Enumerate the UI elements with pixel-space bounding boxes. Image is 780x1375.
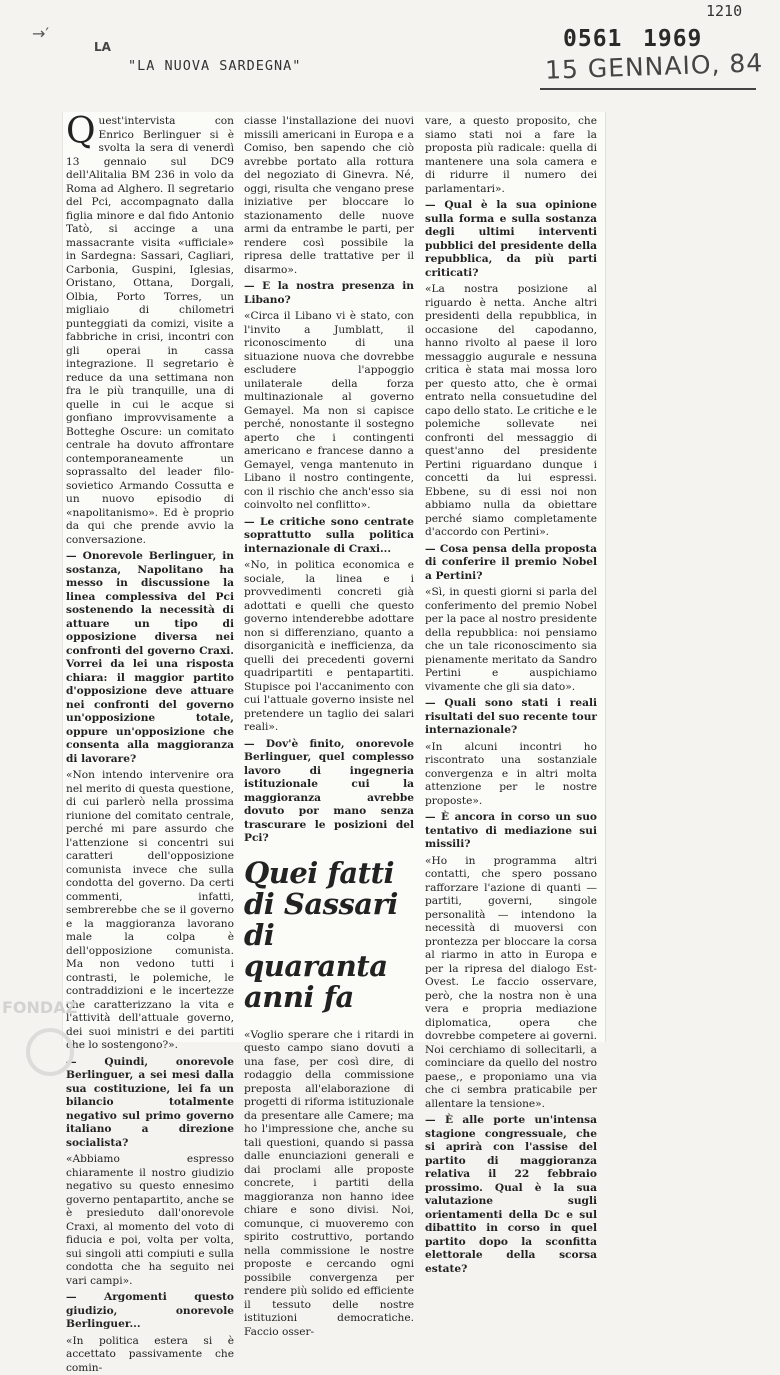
interview-answer	[66, 1335, 234, 1375]
paragraph-text: ciasse l'installazione dei nuovi missili americani in Europa e a Comiso, ben sapendo che ciò avrebbe portato alla rottura del negoziato di Ginevra. Né, oggi, risulta che vengano prese iniziative per bloccare lo stazionamento delle nuove armi da entrambe le parti, per rendere così possibile la ripresa delle trattative per il disarmo».	[244, 115, 414, 276]
article-lead	[66, 115, 234, 547]
paragraph-text: uest'intervista con Enrico Berlinguer si è svolta la sera di venerdì 13 gennaio sul DC9 dell'Alitalia BM 236 in volo da Roma ad Alghero. Il segretario del Pci, accompagnato dalla figlia minore e dal fido Antonio Tatò, si accinge a una massacrante visita «ufficiale» in Sardegna: Sassari, Cagliari, Carbonia, Guspini, Iglesias, Oristano, Ottana, Dorgali, Olbia, Porto Torres, un migliaio di chilometri punteggiati da comizi, visite a fabbriche in crisi, incontri con gli operai in cassa integrazione. Il segretario è reduce da una settimana non fra le più tranquille, una di quelle in cui le acque si gonfiano improvvisamente a Botteghe Oscure: un comitato centrale ha dovuto affrontare contemporaneamente un soprassalto del leader filo-sovietico Armando Cossutta e un nuovo episodio di «napolitanismo». Ed è proprio da qui che prende avvio la conversazione.	[66, 115, 234, 546]
date-underline	[540, 88, 756, 90]
article-headline	[244, 858, 414, 1013]
interview-question	[244, 516, 414, 557]
paragraph-text: — Dov'è finito, onorevole Berlinguer, quel complesso lavoro di ingegneria istituzionale cui la maggioranza avrebbe dovuto por mano senza trascurare le posizioni del Pci?	[244, 738, 414, 845]
interview-answer	[66, 769, 234, 1053]
pen-mark: →′	[32, 24, 49, 43]
paragraph-text: — Cosa pensa della proposta di conferire il premio Nobel a Pertini?	[425, 543, 597, 582]
interview-answer	[244, 559, 414, 735]
article-column-1	[66, 115, 234, 1035]
paragraph-text: «Abbiamo espresso chiaramente il nostro giudizio negativo su questo ennesimo governo pentapartito, anche se è presieduto dall'onorevole Craxi, al momento del voto di fiducia e poi, volta per volta, sui singoli atti compiuti e sulla condotta che ha seguito nei vari campi».	[66, 1153, 234, 1287]
paragraph-text: «In politica estera si è accettato passivamente che comin-	[66, 1335, 234, 1374]
interview-question	[66, 1291, 234, 1332]
interview-answer	[244, 1029, 414, 1340]
page-number: 1210	[706, 2, 742, 20]
interview-answer	[244, 115, 414, 277]
paragraph-text: — Le critiche sono centrate soprattutto sulla politica internazionale di Craxi...	[244, 516, 414, 555]
source-prefix: LA	[94, 40, 111, 54]
interview-answer	[425, 115, 597, 196]
watermark-text: FONDAZ	[2, 998, 77, 1017]
newspaper-source: "LA NUOVA SARDEGNA"	[128, 58, 301, 74]
paragraph-text: — Qual è la sua opinione sulla forma e sulla sostanza degli ultimi interventi pubblici del presidente della repubblica, da più parti criticati?	[425, 199, 597, 279]
archive-stamp-number: 0561	[563, 26, 622, 52]
paragraph-text: «Circa il Libano vi è stato, con l'invito a Jumblatt, il riconoscimento di una situazione nuova che dovrebbe escludere l'appoggio unilaterale della forza multinazionale al governo Gemayel. Ma non si capisce perché, nonostante il sostegno aperto che i contingenti americano e francese danno a Gemayel, venga mantenuto in Libano il nostro contingente, con il rischio che anch'esso sia coinvolto nel conflitto».	[244, 310, 414, 511]
interview-question	[425, 697, 597, 738]
paragraph-text: — Argomenti questo giudizio, onorevole Berlinguer...	[66, 1291, 234, 1330]
interview-answer	[425, 741, 597, 809]
paragraph-text: — È alle porte un'intensa stagione congressuale, che si aprirà con l'assise del partito di maggioranza relativa il 22 febbraio prossimo. Qual è la sua valutazione sugli orientamenti della Dc e sul dibattito in corso in quel partito dopo la sconfitta elettorale della scorsa estate?	[425, 1114, 597, 1275]
interview-question	[244, 738, 414, 846]
archive-stamp-year: 1969	[643, 26, 702, 52]
paragraph-text: «No, in politica economica e sociale, la linea e i provvedimenti concreti già adottati e quelli che questo governo intenderebbe adottare non si differenziano, quanto a disorganicità e inefficienza, da quelli dei precedenti governi quadripartiti e pentapartiti. Stupisce poi l'accanimento con cui l'attuale governo insiste nel pretendere un taglio dei salari reali».	[244, 559, 414, 733]
paragraph-text: vare, a questo proposito, che siamo stati noi a fare la proposta più radicale: quella di mantenere una sola camera e di ridurre il numero dei parlamentari».	[425, 115, 597, 195]
article-column-2	[244, 115, 414, 1035]
paragraph-text: — Quali sono stati i reali risultati del suo recente tour internazionale?	[425, 697, 597, 736]
interview-question	[425, 199, 597, 280]
article-column-3	[425, 115, 597, 1035]
paragraph-text: «In alcuni incontri ho riscontrato una sostanziale convergenza e in altri molta attenzione per le nostre proposte».	[425, 741, 597, 807]
paragraph-text: — Quindi, onorevole Berlinguer, a sei mesi dalla sua costituzione, lei fa un bilancio totalmente negativo sul primo governo italiano a direzione socialista?	[66, 1056, 234, 1149]
paragraph-text: «Ho in programma altri contatti, che spero possano rafforzare l'azione di quanti — partiti, governi, singole personalità — intendono la necessità di muoversi con prontezza per bloccare la corsa al riarmo in atto in Europa e per la ripresa del dialogo Est-Ovest. Le faccio osservare, però, che la nostra non è una vera e propria mediazione diplomatica, opera che dovrebbe competere ai governi. Noi cerchiamo di sollecitarli, a cominciare da quello del nostro paese,, e proponiamo una via che ci sembra praticabile per allentare la tensione».	[425, 855, 597, 1110]
interview-answer	[244, 310, 414, 513]
handwritten-date: 15 GENNAIO, 84	[545, 48, 764, 85]
paragraph-text: «Non intendo intervenire ora nel merito di questa questione, di cui parlerò nella prossima riunione del comitato centrale, perché mi pare assurdo che l'attenzione si concentri sui caratteri dell'opposizione comunista invece che sulla condotta del governo. Da certi commenti, infatti, sembrerebbe che se il governo e la maggioranza lavorano male la colpa è dell'opposizione comunista. Ma non vedono tutti i contrasti, le polemiche, le contraddizioni e le incertezze che caratterizzano la vita e l'attività dell'attuale governo, dei suoi ministri e dei partiti che lo sostengono?».	[66, 769, 234, 1051]
paragraph-text: — È ancora in corso un suo tentativo di mediazione sui missili?	[425, 811, 597, 850]
headline-line: di Sassari	[244, 889, 414, 920]
drop-cap: Q	[66, 117, 96, 147]
headline-line: di quaranta	[244, 920, 414, 982]
interview-question	[244, 280, 414, 307]
watermark-logo	[26, 1028, 74, 1076]
paragraph-text: «Voglio sperare che i ritardi in questo campo siano dovuti a una fase, per così dire, di rodaggio della commissione preposta all'elaborazione di progetti di riforma istituzionale da presentare alle Camere; ma ho l'impressione che, anche su tali questioni, quando si passa dalle enunciazioni generali e dai proclami alle proposte concrete, i partiti della maggioranza non hanno idee chiare e sono divisi. Noi, comunque, ci muoveremo con spirito costruttivo, portando nella commissione le nostre proposte e cercando ogni possibile convergenza per rendere più solido ed efficiente il tessuto delle nostre istituzioni democratiche. Faccio osser-	[244, 1029, 414, 1338]
headline-line: anni fa	[244, 982, 414, 1013]
interview-question	[66, 550, 234, 766]
paragraph-text: — Onorevole Berlinguer, in sostanza, Napolitano ha messo in discussione la linea complessiva del Pci sostenendo la necessità di attuare un tipo di opposizione diversa nei confronti del governo Craxi. Vorrei da lei una risposta chiara: il maggior partito d'opposizione deve attuare nei confronti del governo un'opposizione totale, oppure un'opposizione che consenta alla maggioranza di lavorare?	[66, 550, 234, 765]
paragraph-text: «Sì, in questi giorni si parla del conferimento del premio Nobel per la pace al nostro presidente della repubblica: noi pensiamo che un tale riconoscimento sia pienamente meritato da Sandro Pertini e auspichiamo vivamente che gli sia dato».	[425, 586, 597, 693]
paragraph-text: «La nostra posizione al riguardo è netta. Anche altri presidenti della repubblica, in occasione del capodanno, hanno rivolto al paese il loro messaggio augurale e nessuna critica è stata mai mossa loro per questo atto, che è ormai entrato nella consuetudine del capo dello stato. Le critiche e le polemiche sollevate nei confronti del messaggio di quest'anno del presidente Pertini riguardano dunque i concetti da lui espressi. Ebbene, su di essi noi non abbiamo nulla da obiettare perché siamo completamente d'accordo con Pertini».	[425, 283, 597, 538]
interview-answer	[66, 1153, 234, 1288]
interview-answer	[425, 586, 597, 694]
interview-question	[425, 1114, 597, 1276]
interview-answer	[425, 283, 597, 540]
interview-answer	[425, 855, 597, 1112]
paragraph-text: — E la nostra presenza in Libano?	[244, 280, 414, 306]
interview-question	[425, 543, 597, 584]
interview-question	[425, 811, 597, 852]
headline-line: Quei fatti	[244, 858, 414, 889]
interview-question	[66, 1056, 234, 1151]
